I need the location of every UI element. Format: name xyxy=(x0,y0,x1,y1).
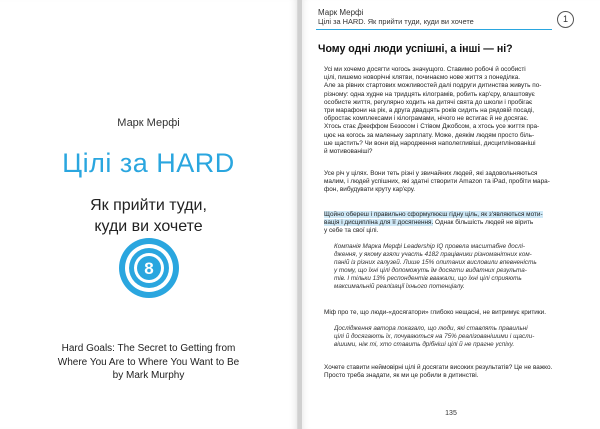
cover-subtitle-line: Як прийти туди, xyxy=(90,197,207,214)
text-line: у себе та свої цілі. xyxy=(324,227,379,235)
paragraph-1 xyxy=(324,66,582,156)
header-rule xyxy=(316,29,552,30)
text-line: Хочете ставити неймовірні цілі й досягати високих результатів? Це не важко. xyxy=(324,364,553,371)
paragraph-3 xyxy=(324,211,582,236)
text-line: Міф про те, що люди-«досягатори» глибоко нещасні, не витримує критики. xyxy=(324,309,546,316)
page-number: 135 xyxy=(445,410,457,417)
quote-line: максимальній реалізації їхнього потенціалу. xyxy=(334,283,465,291)
cover-subtitle-line: куди ви хочете xyxy=(94,218,203,235)
text-line: цілі, пишемо новорічні клятви, починаємо нове життя з понеділка. xyxy=(324,74,521,82)
running-title: Цілі за HARD. Як прийти туди, куди ви хочете xyxy=(318,17,474,26)
text-span: Однак більшість людей не вірить xyxy=(433,219,534,227)
quote-1 xyxy=(334,243,584,292)
english-title xyxy=(0,342,297,383)
text-line: й мотивованіші? xyxy=(324,148,373,156)
text-line: Просто треба знадати, як ми це робили в дитинстві. xyxy=(324,372,479,380)
quote-line: паній із різних галузей. Лише 15% опитаних висловили впевненість xyxy=(334,259,537,267)
right-page xyxy=(302,0,600,429)
chapter-number: 1 xyxy=(557,11,574,28)
text-line: Хтось стає Джеффом Безосом і Стівом Джобсом, а хтось усе життя пра- xyxy=(324,123,540,131)
left-page xyxy=(0,0,298,429)
quote-line: дження, у якому взяли участь 4182 працівники різноманітних ком- xyxy=(334,251,532,259)
text-line: Усе річ у цілях. Вони теть різні у звичайних людей, які задовольняються xyxy=(324,170,538,177)
english-title-line: Hard Goals: The Secret to Getting from xyxy=(61,343,236,354)
text-line: Але за рівних стартових можливостей далі подруги дитинства живуть по- xyxy=(324,82,542,90)
paragraph-4 xyxy=(324,309,582,317)
english-title-line: Where You Are to Where You Want to Be xyxy=(57,356,240,368)
running-author: Марк Мерфі xyxy=(318,8,364,17)
text-line: фон, вибудувати круту кар'єру. xyxy=(324,186,416,194)
badge-number: 8 xyxy=(144,259,154,278)
text-line: ше щастить? Чи вони від народження наполегливіші, дисциплінованіші xyxy=(324,139,536,147)
section-heading: Чому одні люди успішні, а інші — ні? xyxy=(318,43,513,55)
quote-line: вішими, ніж ті, хто ставить дрібніші цілі й не прагне успіху. xyxy=(334,341,515,349)
quote-line: у тому, що їхні цілі допоможуть їм досягти видатних результа- xyxy=(334,267,527,275)
paragraph-2 xyxy=(324,170,582,195)
text-line: цює на когось за маленьку зарплату. Може, деякім людям просто біль- xyxy=(324,131,535,139)
english-title-line: by Mark Murphy xyxy=(112,370,185,381)
text-line: Усі ми хочемо досягти чогось значущого. Ставимо робочі й особисті xyxy=(324,66,526,73)
quote-2 xyxy=(334,325,584,349)
quote-line: тів. І тільки 13% респондентів вважали, що їхні цілі сприяють xyxy=(334,275,522,283)
paragraph-5 xyxy=(324,364,582,380)
cover-author: Марк Мерфі xyxy=(117,117,180,129)
text-line: три марафони на рік, а друга двадцять років сидить на рядовій посаді, xyxy=(324,107,535,115)
highlighted-text[interactable]: Щойно обереш і правильно сформулюєш гідну ціль, як з'являються моти- xyxy=(324,211,543,218)
text-line: особисте життя, регулярно ходить на дитячі свята до школи і пробігає xyxy=(324,98,533,106)
quote-line: Компанія Марка Мерфі Leadership IQ провела масштабне дослі- xyxy=(334,243,526,250)
cover-subtitle xyxy=(0,195,297,237)
text-line: різному: одна худне на тридцять кілограмів, робить кар'єру, влаштовує xyxy=(324,90,535,98)
quote-line: цілі й досягають їх, почуваються на 75% реалізованішими і щасли- xyxy=(334,333,535,341)
highlighted-text[interactable]: вація і дисципліна для її досягнення. xyxy=(324,219,434,227)
cover-title: Цілі за HARD xyxy=(62,148,235,178)
quote-line: Дослідження автора показало, що люди, які ставлять правильні xyxy=(334,325,528,332)
text-line: малим, і людей успішних, які здатні створити Amazon та iPad, пробіти мара- xyxy=(324,178,550,186)
target-badge-icon xyxy=(118,237,180,299)
text-line: обростає комплексами і кілограмами, нічого не встигає й не досягає. xyxy=(324,115,529,123)
